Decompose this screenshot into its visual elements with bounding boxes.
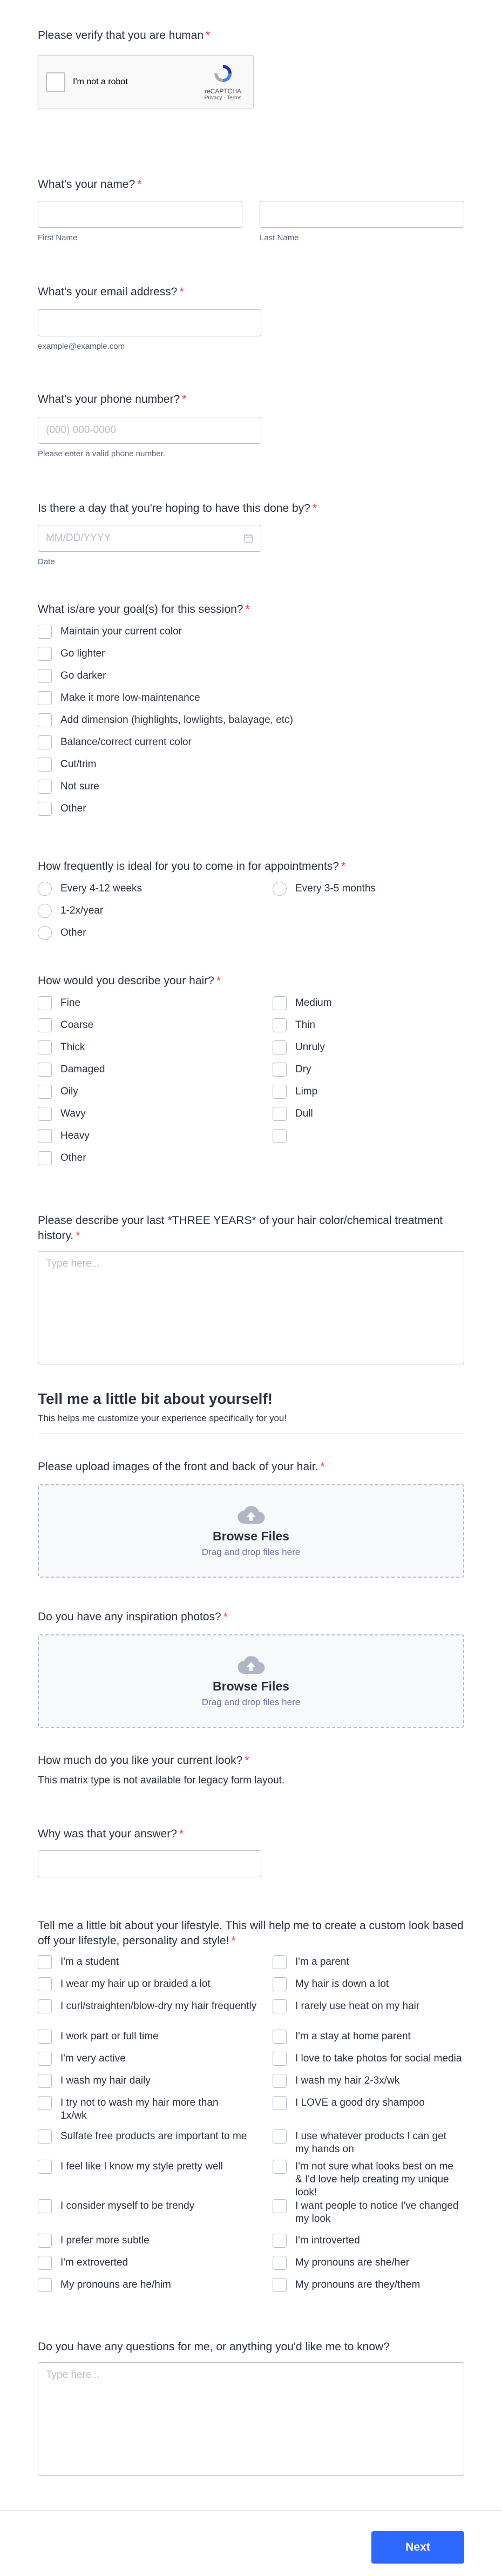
lifestyle-option[interactable]: I try not to wash my hair more than 1x/wk <box>38 2096 273 2129</box>
goal-option[interactable]: Not sure <box>38 780 464 802</box>
checkbox[interactable] <box>38 1107 52 1121</box>
recaptcha-links[interactable]: Privacy - Terms <box>204 95 242 101</box>
hair-option[interactable]: Oily <box>38 1085 273 1107</box>
checkbox[interactable] <box>38 669 52 683</box>
first-name-sublabel: First Name <box>38 233 78 242</box>
questions-textarea[interactable] <box>38 2362 464 2476</box>
checkbox[interactable] <box>38 1063 52 1077</box>
checkbox[interactable] <box>273 1999 287 2013</box>
checkbox[interactable] <box>38 1018 52 1032</box>
lifestyle-option[interactable]: I'm a parent <box>273 1955 464 1977</box>
questions-question <box>38 2340 464 2489</box>
hair-option[interactable]: Medium <box>273 996 464 1018</box>
checkbox[interactable] <box>38 802 52 816</box>
checkbox[interactable] <box>273 1085 287 1099</box>
current-look-question <box>38 1753 464 1827</box>
upload-front-question <box>38 1459 464 1610</box>
cloud-upload-icon <box>237 1654 265 1675</box>
checkbox[interactable] <box>38 713 52 727</box>
hair-question <box>38 973 464 1213</box>
checkbox[interactable] <box>38 758 52 772</box>
checkbox[interactable] <box>273 2199 287 2213</box>
goals-question <box>38 602 464 859</box>
next-button[interactable]: Next <box>371 2531 464 2564</box>
why-question <box>38 1827 464 1918</box>
checkbox[interactable] <box>38 996 52 1010</box>
matrix-notice: This matrix type is not available for legacy form layout. <box>38 1775 285 1786</box>
checkbox[interactable] <box>38 2160 52 2174</box>
radio[interactable] <box>38 926 52 940</box>
hair-option[interactable]: Wavy <box>38 1107 273 1129</box>
frequency-empty <box>273 904 464 926</box>
goals-label: What is/are your goal(s) for this session? * <box>38 603 250 616</box>
radio[interactable] <box>38 904 52 918</box>
checkbox[interactable] <box>273 1018 287 1032</box>
checkbox[interactable] <box>273 1107 287 1121</box>
date-input[interactable] <box>38 525 261 552</box>
upload-inspo-label: Do you have any inspiration photos? * <box>38 1611 228 1623</box>
why-input[interactable] <box>38 1850 261 1877</box>
checkbox[interactable] <box>273 2030 287 2044</box>
checkbox[interactable] <box>38 2052 52 2066</box>
goal-option[interactable]: Maintain your current color <box>38 625 464 647</box>
form-footer <box>0 2510 502 2576</box>
checkbox[interactable] <box>38 1040 52 1054</box>
recaptcha-checkbox[interactable] <box>46 72 65 92</box>
goal-option[interactable]: Other <box>38 802 464 824</box>
goal-option[interactable]: Cut/trim <box>38 758 464 780</box>
checkbox[interactable] <box>38 2256 52 2270</box>
upload-inspo-hint: Drag and drop files here <box>201 1697 301 1707</box>
email-label: What's your email address? * <box>38 286 184 298</box>
captcha-question <box>38 28 464 177</box>
recaptcha-text: I'm not a robot <box>73 77 128 86</box>
goal-option[interactable]: Add dimension (highlights, lowlights, balayage, etc) <box>38 713 464 735</box>
phone-label: What's your phone number? * <box>38 393 187 405</box>
email-question <box>38 285 464 392</box>
hair-option[interactable]: Limp <box>273 1085 464 1107</box>
current-look-label: How much do you like your current look? * <box>38 1754 249 1767</box>
email-input[interactable] <box>38 309 261 336</box>
frequency-option[interactable]: Every 4-12 weeks <box>38 882 273 904</box>
lifestyle-option[interactable]: My pronouns are he/him <box>38 2278 273 2300</box>
lifestyle-option[interactable]: I wash my hair daily <box>38 2074 273 2096</box>
questions-placeholder: Type here... <box>46 2369 100 2381</box>
date-placeholder: MM/DD/YYYY <box>46 532 111 544</box>
phone-sublabel: Please enter a valid phone number. <box>38 449 165 458</box>
radio[interactable] <box>273 882 287 896</box>
lifestyle-option[interactable]: I'm very active <box>38 2052 273 2074</box>
frequency-label: How frequently is ideal for you to come in for appointments? * <box>38 860 346 873</box>
checkbox[interactable] <box>38 2074 52 2088</box>
checkbox[interactable] <box>273 2278 287 2292</box>
recaptcha-widget <box>38 55 254 109</box>
checkbox[interactable] <box>38 2199 52 2213</box>
date-sublabel: Date <box>38 557 55 566</box>
lifestyle-option[interactable]: I use whatever products I can get my hands on <box>273 2129 464 2160</box>
lifestyle-option[interactable]: I love to take photos for social media <box>273 2052 464 2074</box>
recaptcha-icon <box>213 63 233 84</box>
lifestyle-option[interactable]: My pronouns are she/her <box>273 2256 464 2278</box>
checkbox[interactable] <box>38 1151 52 1165</box>
recaptcha-logo <box>200 63 246 101</box>
checkbox[interactable] <box>38 2096 52 2110</box>
phone-input[interactable]: (000) 000-0000 <box>38 417 261 444</box>
browse-files-button[interactable]: Browse Files <box>213 1529 289 1543</box>
lifestyle-option[interactable]: My hair is down a lot <box>273 1977 464 1999</box>
checkbox[interactable] <box>38 1085 52 1099</box>
frequency-option[interactable]: Other <box>38 926 273 948</box>
phone-question <box>38 392 464 501</box>
upload-inspo-question <box>38 1610 464 1753</box>
history-textarea[interactable] <box>38 1251 464 1364</box>
lifestyle-question <box>38 1918 464 2340</box>
lifestyle-option[interactable]: I curl/straighten/blow-dry my hair frequently <box>38 1999 273 2030</box>
checkbox[interactable] <box>273 2096 287 2110</box>
browse-files-button[interactable]: Browse Files <box>213 1679 289 1693</box>
hair-option[interactable]: Dry <box>273 1063 464 1085</box>
lifestyle-option[interactable]: My pronouns are they/them <box>273 2278 464 2300</box>
checkbox[interactable] <box>273 2234 287 2248</box>
why-label: Why was that your answer? * <box>38 1828 184 1840</box>
hair-option[interactable]: Thin <box>273 1018 464 1040</box>
date-label: Is there a day that you're hoping to have this done by? * <box>38 502 317 515</box>
checkbox[interactable] <box>273 2256 287 2270</box>
checkbox[interactable] <box>273 2052 287 2066</box>
last-name-sublabel: Last Name <box>260 233 299 242</box>
hair-option[interactable]: Coarse <box>38 1018 273 1040</box>
lifestyle-option[interactable]: I'm a student <box>38 1955 273 1977</box>
frequency-option[interactable]: Every 3-5 months <box>273 882 464 904</box>
upload-front-label: Please upload images of the front and back of your hair. * <box>38 1461 325 1473</box>
about-subtitle: This helps me customize your experience specifically for you! <box>38 1413 287 1423</box>
radio[interactable] <box>38 882 52 896</box>
frequency-options <box>38 882 464 948</box>
checkbox[interactable] <box>38 1129 52 1143</box>
upload-front-dropzone[interactable] <box>38 1484 464 1578</box>
email-sublabel: example@example.com <box>38 342 125 351</box>
checkbox[interactable] <box>273 1955 287 1969</box>
lifestyle-option[interactable]: I'm extroverted <box>38 2256 273 2278</box>
checkbox[interactable] <box>38 691 52 705</box>
frequency-question <box>38 859 464 973</box>
checkbox[interactable] <box>38 2030 52 2044</box>
lifestyle-options <box>38 1955 464 2300</box>
lifestyle-option[interactable]: I rarely use heat on my hair <box>273 1999 464 2030</box>
captcha-label: Please verify that you are human * <box>38 29 211 42</box>
hair-option[interactable]: Damaged <box>38 1063 273 1085</box>
checkbox[interactable] <box>38 1999 52 2013</box>
checkbox[interactable] <box>38 735 52 749</box>
lifestyle-option[interactable]: I wear my hair up or braided a lot <box>38 1977 273 1999</box>
last-name-input[interactable] <box>260 201 464 228</box>
checkbox[interactable] <box>38 2234 52 2248</box>
checkbox[interactable] <box>38 1955 52 1969</box>
upload-inspo-dropzone[interactable] <box>38 1634 464 1728</box>
cloud-upload-icon <box>237 1504 265 1525</box>
goal-option[interactable]: Make it more low-maintenance <box>38 691 464 713</box>
history-placeholder: Type here... <box>46 1258 100 1269</box>
checkbox[interactable] <box>38 2129 52 2144</box>
goal-option[interactable]: Go darker <box>38 669 464 691</box>
name-label: What's your name? * <box>38 178 142 191</box>
hair-options <box>38 996 464 1173</box>
goal-option[interactable]: Balance/correct current color <box>38 735 464 758</box>
hair-option[interactable]: Fine <box>38 996 273 1018</box>
lifestyle-option[interactable]: I'm introverted <box>273 2234 464 2256</box>
hair-option[interactable]: Thick <box>38 1040 273 1063</box>
goals-options <box>38 625 464 824</box>
checkbox[interactable] <box>38 647 52 661</box>
hair-option[interactable]: Heavy <box>38 1129 273 1151</box>
lifestyle-option[interactable]: I LOVE a good dry shampoo <box>273 2096 464 2129</box>
checkbox[interactable] <box>273 2160 287 2174</box>
checkbox[interactable] <box>273 1129 287 1143</box>
checkbox[interactable] <box>273 996 287 1010</box>
checkbox[interactable] <box>38 2278 52 2292</box>
lifestyle-option[interactable]: I prefer more subtle <box>38 2234 273 2256</box>
hair-option[interactable]: Other <box>38 1151 273 1173</box>
checkbox[interactable] <box>38 780 52 794</box>
first-name-input[interactable] <box>38 201 242 228</box>
checkbox[interactable] <box>38 625 52 639</box>
about-title: Tell me a little bit about yourself! <box>38 1390 273 1407</box>
lifestyle-option[interactable]: I feel like I know my style pretty well <box>38 2160 273 2199</box>
calendar-icon[interactable] <box>243 533 253 543</box>
hair-option-empty[interactable] <box>273 1129 464 1151</box>
frequency-option[interactable]: 1-2x/year <box>38 904 273 926</box>
hair-option[interactable]: Dull <box>273 1107 464 1129</box>
upload-front-hint: Drag and drop files here <box>201 1547 301 1557</box>
checkbox[interactable] <box>273 2129 287 2144</box>
checkbox[interactable] <box>273 1063 287 1077</box>
lifestyle-option[interactable]: I want people to notice I've changed my look <box>273 2199 464 2234</box>
checkbox[interactable] <box>273 2074 287 2088</box>
history-label: Please describe your last *THREE YEARS* of your hair color/chemical treatment history. * <box>38 1214 443 1242</box>
hair-option[interactable]: Unruly <box>273 1040 464 1063</box>
lifestyle-option[interactable]: I'm a stay at home parent <box>273 2030 464 2052</box>
checkbox[interactable] <box>273 1040 287 1054</box>
about-section <box>38 1390 464 1459</box>
date-question <box>38 501 464 602</box>
lifestyle-label: Tell me a little bit about your lifestyle. This will help me to create a custom look based off your lifestyle, personality and style! * <box>38 1919 464 1947</box>
checkbox[interactable] <box>273 1977 287 1991</box>
name-question <box>38 177 464 285</box>
lifestyle-option[interactable]: I consider myself to be trendy <box>38 2199 273 2234</box>
questions-label: Do you have any questions for me, or anything you'd like me to know? <box>38 2341 390 2353</box>
goal-option[interactable]: Go lighter <box>38 647 464 669</box>
hair-label: How would you describe your hair? * <box>38 975 221 987</box>
checkbox[interactable] <box>38 1977 52 1991</box>
lifestyle-option[interactable]: I wash my hair 2-3x/wk <box>273 2074 464 2096</box>
lifestyle-option[interactable]: Sulfate free products are important to me <box>38 2129 273 2160</box>
recaptcha-brand: reCAPTCHA <box>204 87 241 95</box>
lifestyle-option[interactable]: I'm not sure what looks best on me & I'd love help creating my unique look! <box>273 2160 464 2199</box>
lifestyle-option[interactable]: I work part or full time <box>38 2030 273 2052</box>
history-question <box>38 1213 464 1390</box>
